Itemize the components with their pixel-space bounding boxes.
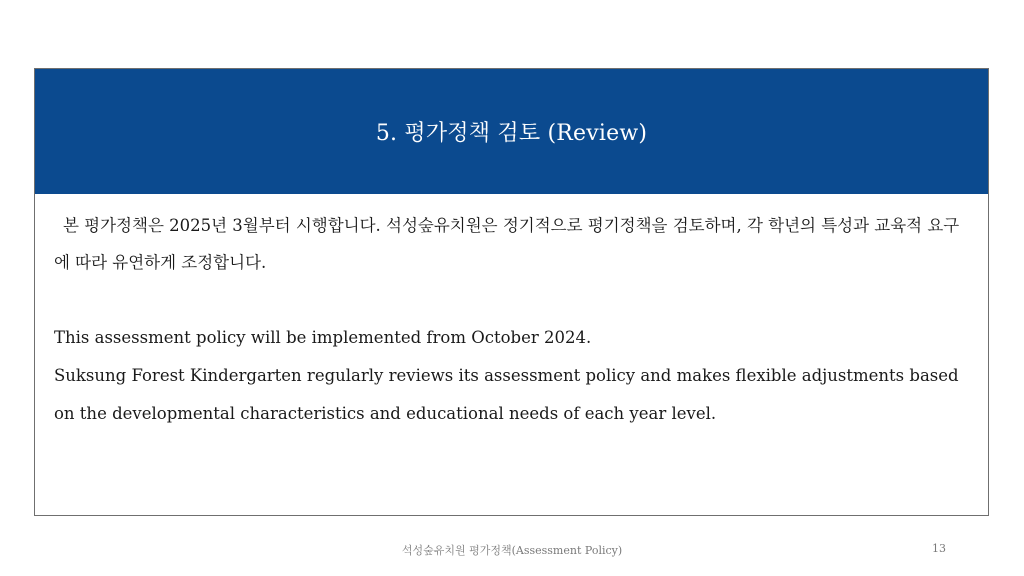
english-paragraph xyxy=(54,319,964,433)
korean-paragraph: 본 평가정책은 2025년 3월부터 시행합니다. 석성숲유치원은 정기적으로 평기정책을 검토하며, 각 학년의 특성과 교육적 요구에 따라 유연하게 조정합니다. xyxy=(54,216,960,272)
card-body xyxy=(54,207,964,433)
page-number: 13 xyxy=(932,542,946,555)
english-line-review: Suksung Forest Kindergarten regularly reviews its assessment policy and makes flexible adjustments based on the developmental characteristics and educational needs of each year level. xyxy=(54,366,959,423)
english-line-implementation: This assessment policy will be implemented from October 2024. xyxy=(54,328,592,347)
title-banner xyxy=(35,69,988,194)
footer-text: 석성숲유치원 평가정책(Assessment Policy) xyxy=(401,544,623,557)
slide-title: 5. 평가정책 검토 (Review) xyxy=(375,121,648,146)
content-card xyxy=(34,68,989,516)
